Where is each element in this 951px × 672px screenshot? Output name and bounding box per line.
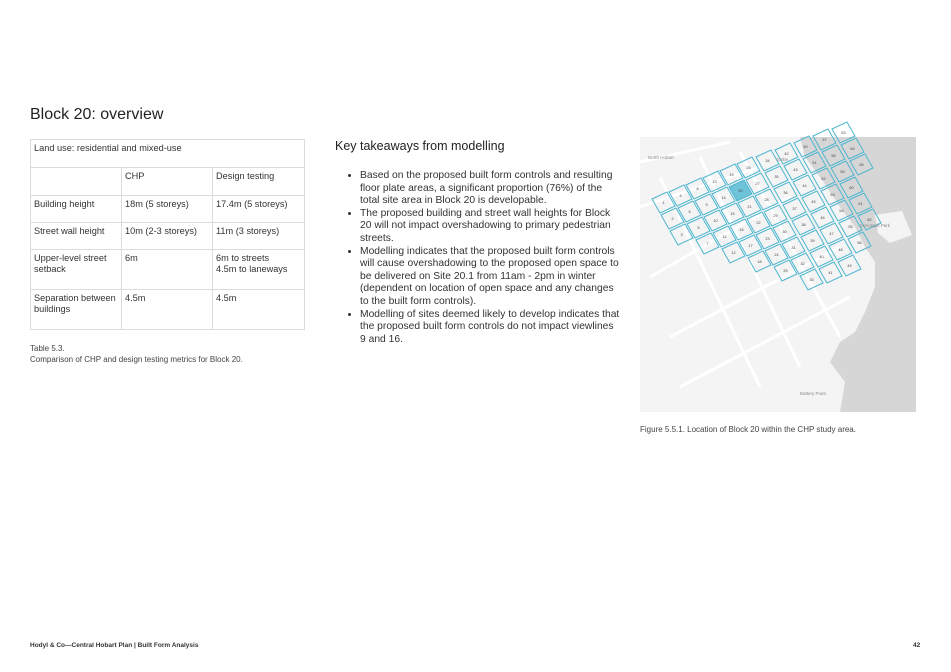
map-lot-number: 50 (803, 145, 808, 149)
map-lot-number: 45 (811, 200, 816, 204)
row-design: 17.4m (5 storeys) (213, 196, 305, 223)
row-chp: 6m (122, 250, 213, 290)
map-lot-number: 30 (782, 230, 787, 234)
map-lot-number: 47 (829, 232, 834, 236)
table-caption-label: Table 5.3. (30, 344, 65, 353)
table-header-cell: Land use: residential and mixed-use (31, 140, 305, 168)
map-lot-number: 46 (820, 216, 825, 220)
map-lot-number: 8 (696, 187, 699, 191)
map-lot-number: 22 (756, 221, 761, 225)
row-label: Building height (31, 196, 122, 223)
map-lot-number: 60 (849, 186, 854, 190)
study-area-map (640, 131, 916, 412)
map-lot-number: 12 (731, 251, 736, 255)
map-lot-number: 10 (713, 219, 718, 223)
map-lot-number: 32 (800, 262, 805, 266)
row-chp: 4.5m (122, 290, 213, 330)
map-lot-number: 33 (809, 278, 814, 282)
list-item: • Modelling indicates that the proposed built form controls will cause overshadowing to the proposed open space to be delivered on Site 20.1 from 11am - 2pm in winter (dependent on location of open space and any changes to the built form controls). (360, 246, 622, 309)
list-item: • The proposed building and street wall heights for Block 20 will not impact overshadowing to primary pedestrian streets. (360, 208, 622, 246)
map-label-battery-point: Battery Point (800, 391, 826, 396)
map-lot-number: 52 (821, 177, 826, 181)
map-lot-number: 21 (747, 205, 752, 209)
metrics-table (30, 139, 305, 330)
map-lot-number: 51 (812, 161, 817, 165)
takeaways-list (346, 170, 622, 346)
table-header-row (31, 140, 305, 168)
map-lot-number: 41 (828, 271, 833, 275)
table-column-chp: CHP (122, 168, 213, 196)
map-label-north-hobart: North Hobart (648, 155, 674, 160)
map-lot-number: 42 (784, 152, 789, 156)
list-item: • Modelling of sites deemed likely to develop indicates that the proposed built form controls do not impact viewlines 9 and 16. (360, 309, 622, 347)
map-lot-number: 65 (859, 163, 864, 167)
table-column-design: Design testing (213, 168, 305, 196)
row-label: Separation between buildings (31, 290, 122, 330)
map-lot-number: 14 (721, 196, 726, 200)
map-lot-number: 36 (783, 191, 788, 195)
map-lot-number: 5 (688, 210, 691, 214)
page-title: Block 20: overview (30, 106, 164, 123)
map-lot-number: 59 (840, 170, 845, 174)
road-network (640, 142, 853, 387)
map-lot-number: 9 (705, 203, 708, 207)
table-row (31, 223, 305, 250)
row-design (213, 250, 305, 290)
row-chp: 18m (5 storeys) (122, 196, 213, 223)
map-lot-number: 44 (802, 184, 807, 188)
map-lot-number: 57 (822, 138, 827, 142)
map-lot-number: 28 (764, 198, 769, 202)
map-lot-number: 48 (838, 248, 843, 252)
table-column-row (31, 168, 305, 196)
list-item: • Based on the proposed built form controls and resulting floor plate areas, a significant proportion (76%) of the total site area in Block 20 is developable. (360, 170, 622, 208)
map-lot-number: 53 (830, 193, 835, 197)
table-row (31, 196, 305, 223)
table-caption-text: Comparison of CHP and design testing metrics for Block 20. (30, 354, 243, 364)
map-lot-number: 20 (738, 189, 743, 193)
map-lot-number: 6 (697, 226, 700, 230)
map-lot-number: 1 (662, 201, 665, 205)
water-area (800, 137, 916, 412)
map-lot-number: 62 (867, 218, 872, 222)
row-design: 11m (3 storeys) (213, 223, 305, 250)
map-svg (640, 131, 916, 412)
map-lot-number: 58 (831, 154, 836, 158)
table-column-empty (31, 168, 122, 196)
map-lot-number: 16 (739, 228, 744, 232)
map-lot-number: 2 (671, 217, 674, 221)
map-lot-number: 54 (839, 209, 844, 213)
map-lot-number: 39 (810, 239, 815, 243)
map-lot-number: 43 (793, 168, 798, 172)
map-lot-number: 29 (773, 214, 778, 218)
map-lot-number: 19 (729, 173, 734, 177)
map-lot-number: 31 (791, 246, 796, 250)
map-lot-number: 25 (783, 269, 788, 273)
map-label-cenotaph-park: Cenotaph Park (860, 223, 891, 228)
map-lot-number: 34 (765, 159, 770, 163)
map-lot-number: 26 (746, 166, 751, 170)
footer-text: Hodyl & Co—Central Hobart Plan | Built Form Analysis (30, 642, 199, 649)
row-label: Upper-level street setback (31, 250, 122, 290)
map-lot-number: 17 (748, 244, 753, 248)
map-lot-number: 61 (858, 202, 863, 206)
row-design-line: 6m to streets (216, 253, 270, 263)
row-design: 4.5m (213, 290, 305, 330)
map-lot-number: 18 (757, 260, 762, 264)
map-lot-number: 55 (848, 225, 853, 229)
row-design-line: 4.5m to laneways (216, 264, 288, 274)
map-lot-number: 64 (850, 147, 855, 151)
map-lot-number: 13 (712, 180, 717, 184)
row-label: Street wall height (31, 223, 122, 250)
map-lot-number: 3 (680, 233, 683, 237)
figure-caption: Figure 5.5.1. Location of Block 20 within the CHP study area. (640, 425, 856, 434)
map-lot-number: 56 (857, 241, 862, 245)
takeaways-heading: Key takeaways from modelling (335, 139, 505, 153)
table-row (31, 250, 305, 290)
map-lot-number: 35 (774, 175, 779, 179)
map-lot-number: 37 (792, 207, 797, 211)
map-lot-number: 40 (819, 255, 824, 259)
map-lot-number: 23 (765, 237, 770, 241)
table-caption (30, 344, 305, 365)
map-lot-number: 4 (679, 194, 682, 198)
map-lot-number: 24 (774, 253, 779, 257)
map-label-glebe: Glebe (776, 157, 789, 162)
page-number: 42 (913, 642, 921, 649)
map-lot-number: 15 (730, 212, 735, 216)
map-lot-number: 38 (801, 223, 806, 227)
map-lot-number: 27 (755, 182, 760, 186)
row-chp: 10m (2-3 storeys) (122, 223, 213, 250)
table-row (31, 290, 305, 330)
map-lot-number: 7 (706, 242, 709, 246)
map-lot-number: 49 (847, 264, 852, 268)
map-lot-number: 11 (722, 235, 727, 239)
map-lot-number: 63 (841, 131, 846, 135)
